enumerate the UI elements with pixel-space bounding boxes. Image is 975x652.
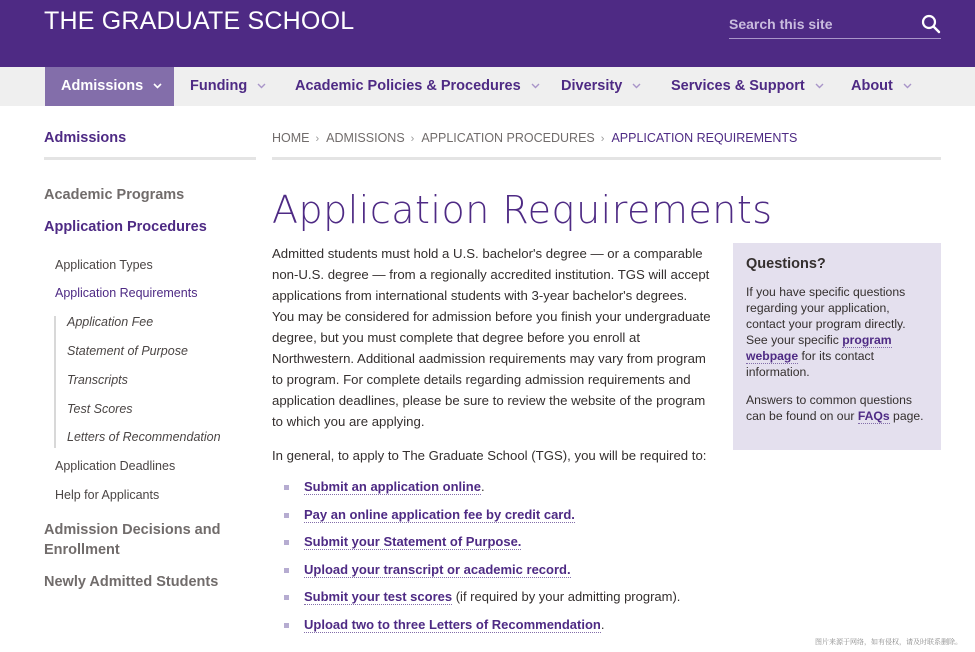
breadcrumb-admissions[interactable]: ADMISSIONS [326,131,405,145]
link-program-webpage[interactable]: program webpage [746,333,892,363]
questions-box [733,243,941,450]
sidebar-item-application-requirements[interactable]: Application Requirements [55,286,198,300]
link-statement-of-purpose[interactable]: Submit your Statement of Purpose. [304,534,522,549]
chevron-down-icon [903,83,912,89]
nav-services-support[interactable] [655,67,824,106]
nav-about[interactable] [835,67,912,106]
link-letters-of-recommendation[interactable]: Upload two to three Letters of Recommendation [304,616,601,632]
breadcrumb-divider [272,157,941,160]
chevron-down-icon [531,83,540,89]
nav-label: Funding [190,78,248,94]
text: page. [889,409,924,423]
sidebar-divider [44,157,256,160]
sidebar-item-transcripts[interactable]: Transcripts [67,373,128,387]
list-item [284,617,680,645]
list-item-tail: (if required by your admitting program). [452,589,681,604]
nav-academic-policies[interactable] [279,67,540,106]
search-icon[interactable] [921,14,941,34]
intro-paragraph: Admitted students must hold a U.S. bachelor's degree — or a comparable non-U.S. degree — from a regionally accredited institution. TGS will accept applications from international students with 3-year bachelor's degrees. You may be considered for admission before you finish your undergraduate degree, but you must complete that degree before you enroll at Northwestern. Additional aadmission requirements may vary from program to program. For complete details regarding admission requirements and application deadlines, please be sure to review the website of the program to which you are applying. [272,246,711,429]
sidebar-subnav-line [54,316,56,448]
sidebar-item-test-scores[interactable]: Test Scores [67,402,133,416]
nav-label: About [851,78,893,94]
bullet [284,595,289,600]
questions-title: Questions? [746,256,826,272]
bullet [284,485,289,490]
list-item [284,562,680,590]
site-header [0,0,975,67]
general-paragraph: In general, to apply to The Graduate School (TGS), you will be required to: [272,448,707,463]
nav-funding[interactable] [174,67,266,106]
link-pay-fee[interactable]: Pay an online application fee by credit card. [304,506,575,522]
site-title[interactable]: THE GRADUATE SCHOOL [44,7,355,35]
chevron-down-icon [632,83,641,89]
sidebar-item-letters-of-recommendation[interactable]: Letters of Recommendation [67,430,221,444]
breadcrumb-current: APPLICATION REQUIREMENTS [611,131,798,145]
nav-label: Services & Support [671,78,805,94]
nav-label: Diversity [561,78,623,94]
bullet [284,540,289,545]
nav-diversity[interactable] [545,67,641,106]
chevron-down-icon [153,83,162,89]
sidebar-item-application-types[interactable]: Application Types [55,258,153,272]
page-title: Application Requirements [272,188,773,232]
sidebar-item-academic-programs[interactable]: Academic Programs [44,187,185,203]
sidebar-item-application-procedures[interactable]: Application Procedures [44,219,207,235]
list-item [284,479,680,507]
sidebar-item-application-fee[interactable]: Application Fee [67,315,154,329]
text: Answers to common questions can be found on our [746,393,912,423]
chevron-right-icon: › [600,133,605,145]
chevron-right-icon: › [410,133,415,145]
sidebar-item-application-deadlines[interactable]: Application Deadlines [55,459,176,473]
nav-label: Admissions [61,78,144,94]
text: for its contact information. [746,349,875,379]
questions-paragraph-1 [746,284,929,380]
link-submit-application[interactable]: Submit an application online [304,479,481,494]
breadcrumb-application-procedures[interactable]: APPLICATION PROCEDURES [421,131,595,145]
breadcrumb [272,131,797,145]
sidebar-item-admission-decisions-line2[interactable]: Enrollment [44,542,120,558]
link-upload-transcript[interactable]: Upload your transcript or academic record. [304,561,571,577]
watermark-note: 图片来源于网络，如有侵权，请及时联系删除。 [815,639,962,646]
breadcrumb-home[interactable]: HOME [272,131,310,145]
chevron-right-icon: › [315,133,320,145]
nav-label: Academic Policies & Procedures [295,78,521,94]
main-nav [0,67,975,106]
list-item-tail: . [480,479,485,494]
list-item [284,589,680,617]
sidebar-item-help-for-applicants[interactable]: Help for Applicants [55,488,160,502]
list-item [284,507,680,535]
chevron-down-icon [815,83,824,89]
questions-paragraph-2 [746,392,929,424]
search-box [729,12,941,39]
link-test-scores[interactable]: Submit your test scores [304,589,453,604]
sidebar-section-title[interactable]: Admissions [44,130,127,146]
bullet [284,568,289,573]
bullet [284,513,289,518]
requirements-list [284,479,680,644]
sidebar-item-statement-of-purpose[interactable]: Statement of Purpose [67,344,188,358]
bullet [284,623,289,628]
link-faqs[interactable]: FAQs [857,409,890,423]
list-item-tail: . [600,616,605,632]
list-item [284,534,680,562]
sidebar-item-admission-decisions[interactable]: Admission Decisions and [44,522,221,538]
chevron-down-icon [257,83,266,89]
text: If you have specific questions regarding your application, contact your program directly. See your specific [746,285,906,347]
sidebar-item-newly-admitted[interactable]: Newly Admitted Students [44,574,219,590]
nav-admissions[interactable] [45,67,174,106]
search-input[interactable] [729,12,909,36]
